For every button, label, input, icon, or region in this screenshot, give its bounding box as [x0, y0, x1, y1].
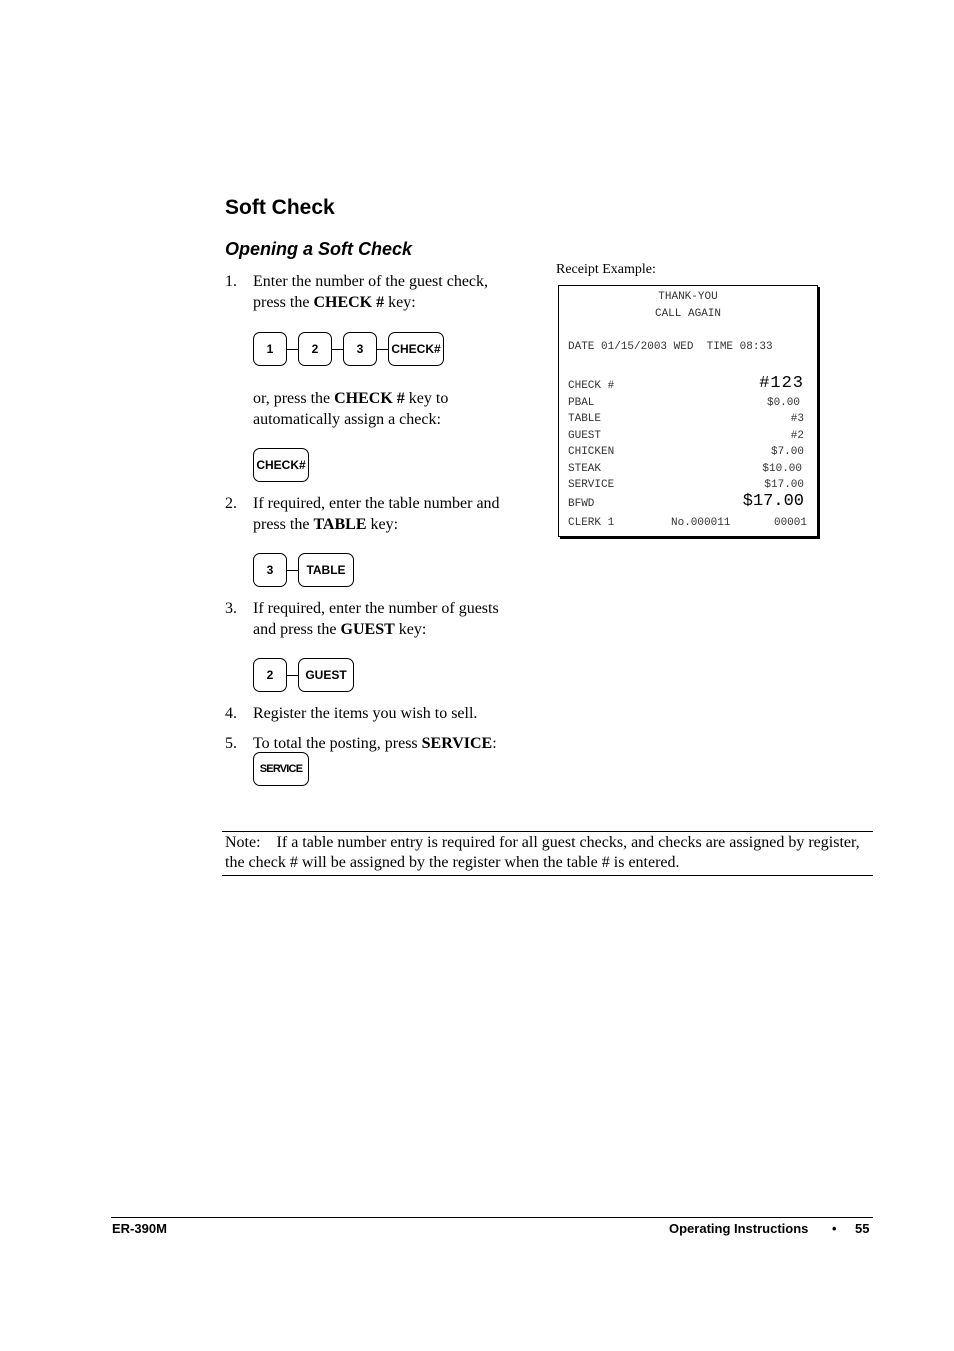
receipt-header-2: CALL AGAIN	[654, 308, 721, 320]
step-5-line1: To total the posting, press SERVICE:	[253, 735, 497, 752]
key-guest-number: 2	[253, 658, 287, 692]
receipt-date-line: DATE 01/15/2003 WED TIME 08:33	[568, 341, 773, 353]
key-connector	[377, 349, 388, 350]
key-service: SERVICE	[253, 752, 309, 786]
receipt-row-value: #2	[790, 430, 804, 442]
step-3-number: 3.	[225, 600, 237, 617]
section-title: Soft Check	[225, 196, 335, 219]
step-1-number: 1.	[225, 273, 237, 290]
key-connector	[287, 675, 298, 676]
footer-section: Operating Instructions	[669, 1221, 809, 1236]
key-connector	[287, 349, 298, 350]
key-1: 1	[253, 332, 287, 366]
receipt-row-value: #3	[790, 413, 804, 425]
receipt-row-value: $7.00	[770, 446, 804, 458]
note-label: Note:	[225, 834, 261, 851]
key-check-alone: CHECK#	[253, 448, 309, 482]
receipt-row-label: CHICKEN	[568, 446, 615, 458]
key-connector	[332, 349, 343, 350]
footer-page-number: 55	[855, 1221, 870, 1236]
note-block	[225, 833, 865, 873]
receipt-caption: Receipt Example:	[556, 262, 656, 277]
receipt-row-value: #123	[759, 374, 804, 393]
receipt-row-label: GUEST	[568, 430, 602, 442]
receipt-example	[558, 285, 818, 537]
footer-rule	[111, 1217, 873, 1218]
subsection-title: Opening a Soft Check	[225, 239, 413, 259]
key-connector	[287, 570, 298, 571]
key-table-number: 3	[253, 553, 287, 587]
receipt-row-label: STEAK	[568, 463, 602, 475]
receipt-number: No.000011	[671, 517, 731, 529]
receipt-row-value: $0.00	[766, 397, 800, 409]
step-1-line2: press the CHECK # key:	[253, 294, 416, 311]
step-1-line1: Enter the number of the guest check,	[253, 273, 489, 290]
note-text: If a table number entry is required for all guest checks, and checks are assigned by register, the check # will be assigned by the register when the table # is entered.	[225, 834, 860, 871]
alt-line1: or, press the CHECK # key to	[253, 390, 449, 407]
key-check: CHECK#	[388, 332, 444, 366]
step-2-number: 2.	[225, 495, 237, 512]
receipt-row-label: BFWD	[568, 498, 595, 510]
step-5-number: 5.	[225, 735, 237, 752]
step-3-line2: and press the GUEST key:	[253, 621, 427, 638]
receipt-row-label: SERVICE	[568, 479, 615, 491]
receipt-row-label: PBAL	[568, 397, 595, 409]
step-4-line1: Register the items you wish to sell.	[253, 705, 478, 722]
footer-bullet: •	[832, 1221, 837, 1236]
key-guest: GUEST	[298, 658, 354, 692]
alt-line2: automatically assign a check:	[253, 411, 441, 428]
key-2: 2	[298, 332, 332, 366]
receipt-row-value: $17.00	[742, 492, 804, 511]
step-2-line2: press the TABLE key:	[253, 516, 399, 533]
note-bottom-rule	[222, 875, 873, 876]
receipt-row-label: TABLE	[568, 413, 602, 425]
step-2-line1: If required, enter the table number and	[253, 495, 500, 512]
footer-model: ER-390M	[112, 1221, 167, 1236]
receipt-count: 00001	[773, 517, 807, 529]
key-table: TABLE	[298, 553, 354, 587]
receipt-row-label: CHECK #	[568, 380, 615, 392]
receipt-row-value: $10.00	[762, 463, 802, 475]
receipt-clerk: CLERK 1	[568, 517, 615, 529]
step-4-number: 4.	[225, 705, 237, 722]
key-3: 3	[343, 332, 377, 366]
receipt-row-value: $17.00	[764, 479, 804, 491]
note-top-rule	[222, 831, 873, 832]
step-3-line1: If required, enter the number of guests	[253, 600, 499, 617]
receipt-header-1: THANK-YOU	[658, 291, 718, 303]
